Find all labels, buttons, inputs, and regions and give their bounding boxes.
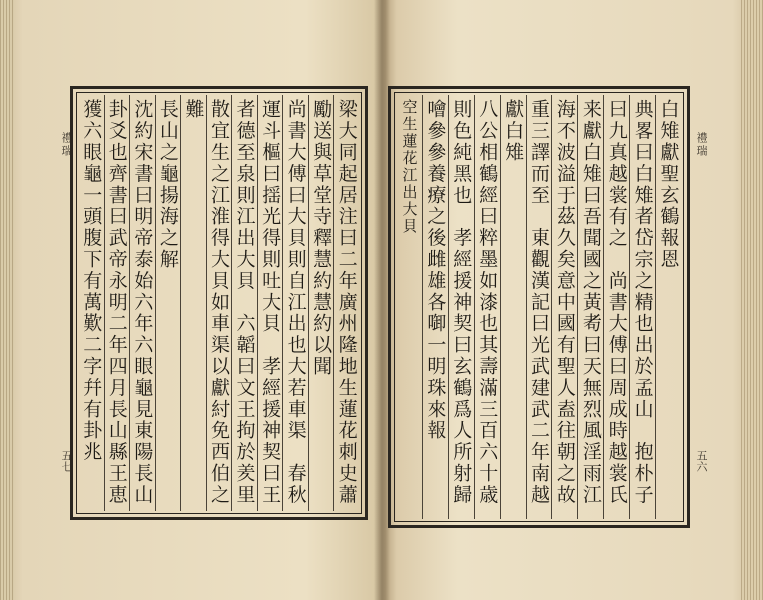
text-column: 噲參參養療之後雌雄各啣一明珠來報 (422, 95, 448, 519)
text-column: 尚書大傅曰大貝則自江出也大若車渠 春秋 (282, 95, 308, 511)
right-page-edge (741, 0, 763, 600)
text-column: 難 (180, 95, 206, 511)
text-column: 獲六眼龜一頭腹下有萬歎二字幷有卦兆 (80, 99, 103, 463)
text-column: 運斗樞曰揺光得則吐大貝 孝經援神契曰王 (257, 95, 283, 511)
text-column: 卦爻也齊書曰武帝永明二年四月長山縣王恵 (104, 95, 130, 511)
text-column: 者德至泉則江出大貝 六韜曰文王拘於羑里 (231, 95, 257, 511)
text-column: 来獻白雉曰吾聞國之黃耇曰天無烈風淫雨江 (577, 95, 603, 519)
text-column: 梁大同起居注曰二年廣州隆地生蓮花刺史蕭 (333, 95, 359, 511)
right-margin-title: 禮瑞 (695, 132, 708, 158)
right-page-number: 五六 (695, 450, 708, 472)
text-column: 八公相鶴經曰粹墨如漆也其壽滿三百六十歳 (474, 95, 500, 519)
text-column: 曰九真越裳有之 尚書大傅曰周成時越裳氏 (603, 95, 629, 519)
section-heading-column: 長山之龜揚海之解 (155, 95, 181, 511)
section-heading-column: 空生蓮花江出大貝 (400, 99, 419, 235)
text-column: 獻白雉 (500, 95, 526, 519)
section-heading-column: 白雉獻聖玄鶴報恩 (655, 95, 681, 519)
text-column: 散宜生之江淮得大貝如車渠以獻紂免西伯之 (206, 95, 232, 511)
right-page-columns (397, 95, 681, 519)
text-column: 海不波溢于茲久矣意中國有聖人盍往朝之故 (551, 95, 577, 519)
left-page-frame (70, 86, 368, 520)
right-page-frame (388, 86, 690, 528)
text-column: 重三譯而至 東觀漢記曰光武建武二年南越 (526, 95, 552, 519)
left-page-edge (0, 0, 14, 600)
left-page-number: 五七 (60, 450, 73, 472)
text-column: 則色純黑也 孝經援神契曰玄鶴爲人所射歸 (448, 95, 474, 519)
left-page-columns (79, 95, 359, 511)
text-column: 勵送與草堂寺釋慧約慧約以聞 (308, 95, 334, 511)
text-column: 典畧曰白雉者岱宗之精也出於孟山 抱朴子 (629, 95, 655, 519)
left-margin-title: 禮瑞 (60, 132, 73, 158)
text-column: 沈約宋書曰明帝泰始六年六眼龜見東陽長山 (129, 95, 155, 511)
